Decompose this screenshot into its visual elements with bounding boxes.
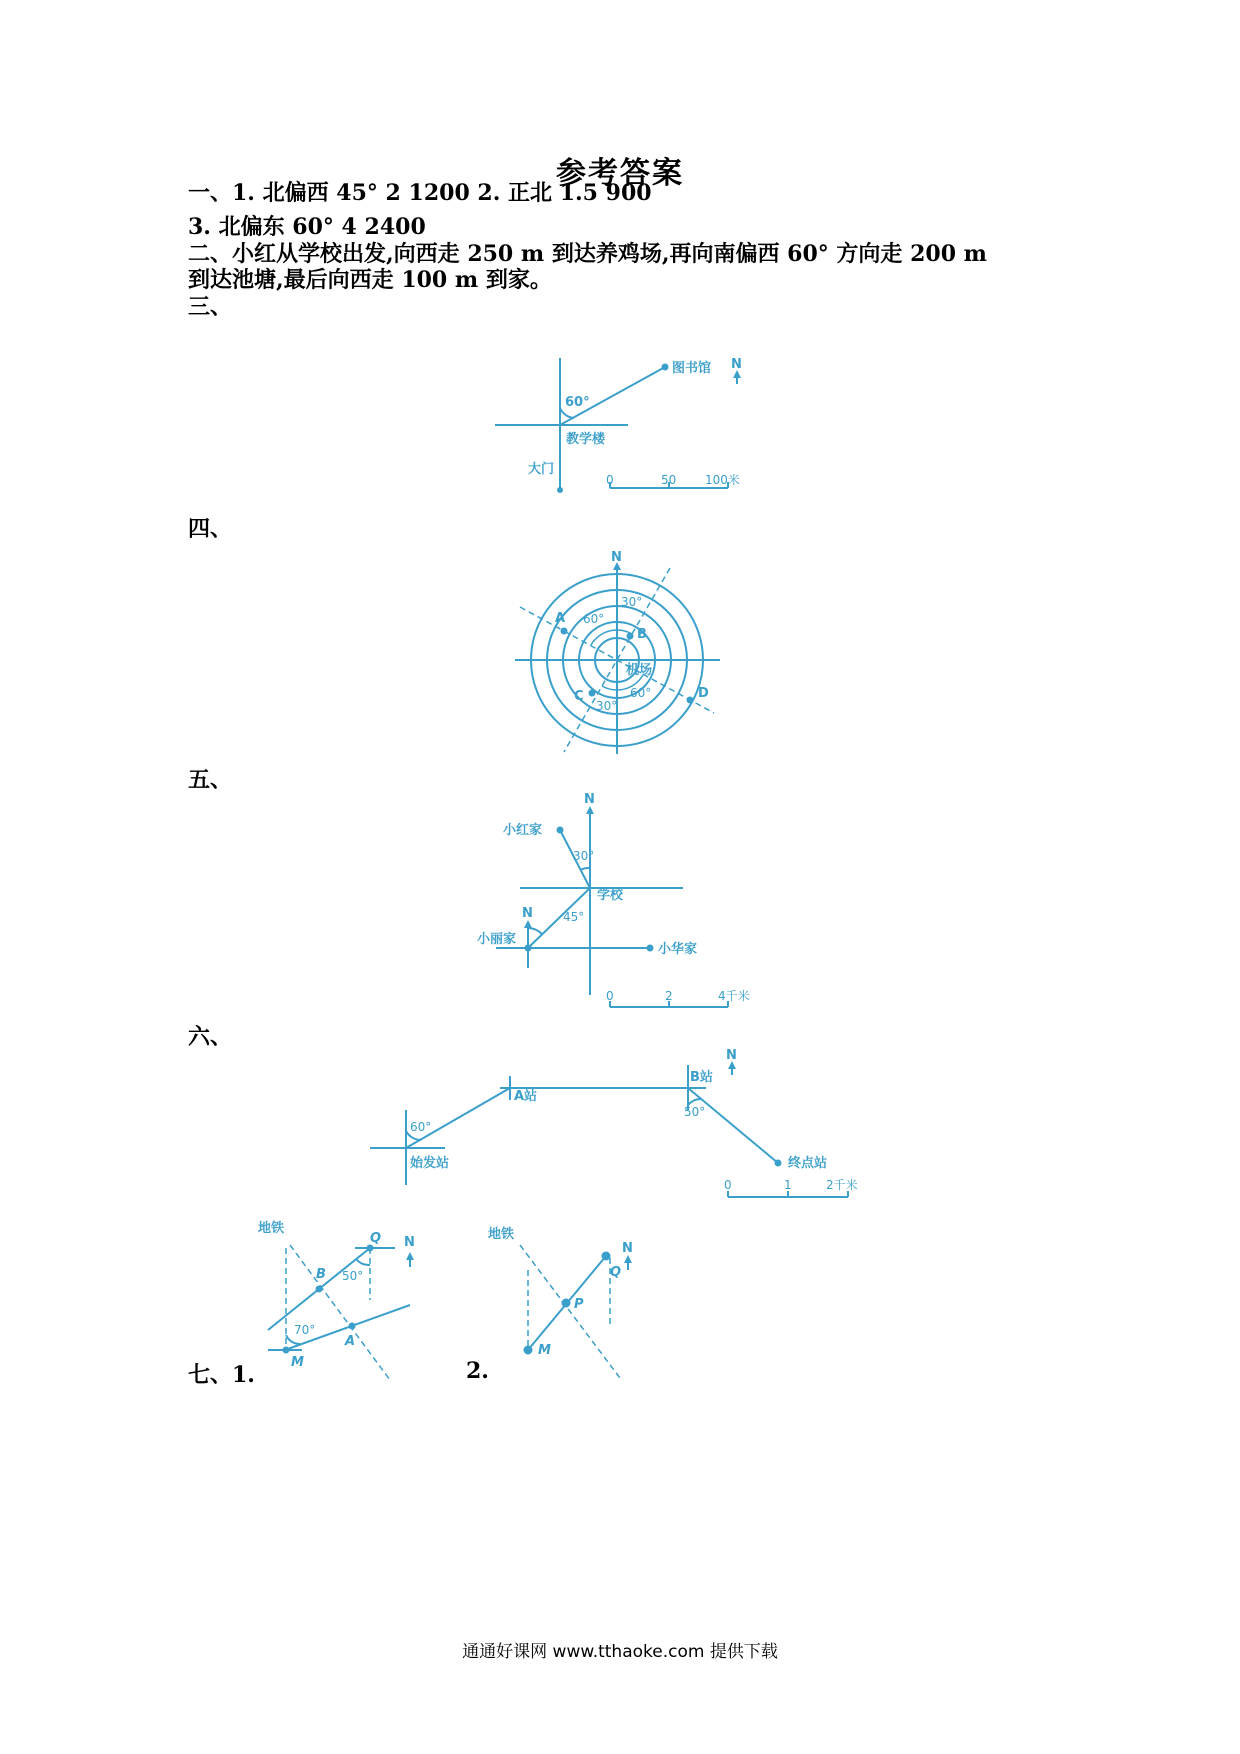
section-7-heading: 七、1. [188,1362,255,1388]
angle-label-c: 30° [596,699,618,713]
subway-label: 地铁 [258,1221,285,1236]
answer-2-line-1: 二、小红从学校出发,向西走 250 m 到达养鸡场,再向南偏西 60° 方向走 200 m [188,241,987,267]
scale-tick-1: 1 [784,1178,792,1192]
point-d-label: D [698,686,709,701]
subway-label: 地铁 [488,1227,515,1242]
angle-70-label: 70° [294,1323,316,1337]
a-station-label: A站 [514,1089,538,1104]
library-label: 图书馆 [672,361,712,376]
angle-60-label: 60° [410,1120,432,1134]
angle-45-label: 45° [563,910,585,924]
scale-tick-50: 50 [661,473,677,487]
north-label: N [731,357,742,372]
gate-label: 大门 [528,462,555,477]
north-label: N [611,550,622,565]
north-label: N [622,1241,633,1256]
angle-label-a: 60° [583,612,605,626]
page-title: 参考答案 [556,156,684,191]
start-station-label: 始发站 [410,1156,450,1171]
north-label-2: N [522,906,533,921]
teaching-building-label: 教学楼 [566,432,606,447]
b-station-label: B站 [690,1070,713,1085]
angle-label-b: 30° [621,595,643,609]
angle-50-label: 50° [684,1105,706,1119]
scale-tick-100: 100米 [705,473,740,487]
scale-tick-0: 0 [606,473,614,487]
footer-text: 通通好课网 www.tthaoke.com 提供下载 [462,1642,778,1662]
answer-1-line-2: 3. 北偏东 60° 4 2400 [188,214,426,240]
scale-tick-0: 0 [606,989,614,1003]
north-label: N [726,1048,737,1063]
xiaohua-home-label: 小华家 [658,942,698,957]
scale-tick-0: 0 [724,1178,732,1192]
point-p-label: P [574,1297,584,1312]
point-m-label: M [538,1343,551,1358]
scale-tick-2: 2 [665,989,673,1003]
scale-tick-2: 2千米 [826,1178,858,1192]
section-5-heading: 五、 [188,767,233,793]
point-q-label: Q [610,1265,622,1280]
angle-30-label: 30° [573,849,595,863]
angle-label: 60° [565,395,590,410]
section-3-heading: 三、 [188,294,233,320]
section-7-item-2-label: 2. [466,1358,489,1384]
xiaohong-home-label: 小红家 [503,823,543,838]
point-a-label: A [345,1334,356,1349]
north-label: N [584,792,595,807]
scale-tick-4: 4千米 [718,989,750,1003]
angle-label-d: 60° [630,686,652,700]
school-label: 学校 [597,888,624,903]
airport-label: 机场 [626,663,653,678]
answer-2-line-2: 到达池塘,最后向西走 100 m 到家。 [188,267,552,293]
point-m-label: M [291,1355,304,1370]
answer-1-line-1: 一、1. 北偏西 45° 2 1200 2. 正北 1.5 900 [188,180,652,206]
terminal-station-label: 终点站 [788,1156,828,1171]
xiaoli-home-label: 小丽家 [477,932,517,947]
section-4-heading: 四、 [188,516,233,542]
section-6-heading: 六、 [188,1024,233,1050]
angle-50-label: 50° [342,1269,364,1283]
point-q-label: Q [370,1231,382,1246]
point-b-label: B [637,627,647,642]
north-label: N [404,1235,415,1250]
point-c-label: C [574,689,584,704]
point-a-label: A [555,611,566,626]
point-b-label: B [316,1267,326,1282]
